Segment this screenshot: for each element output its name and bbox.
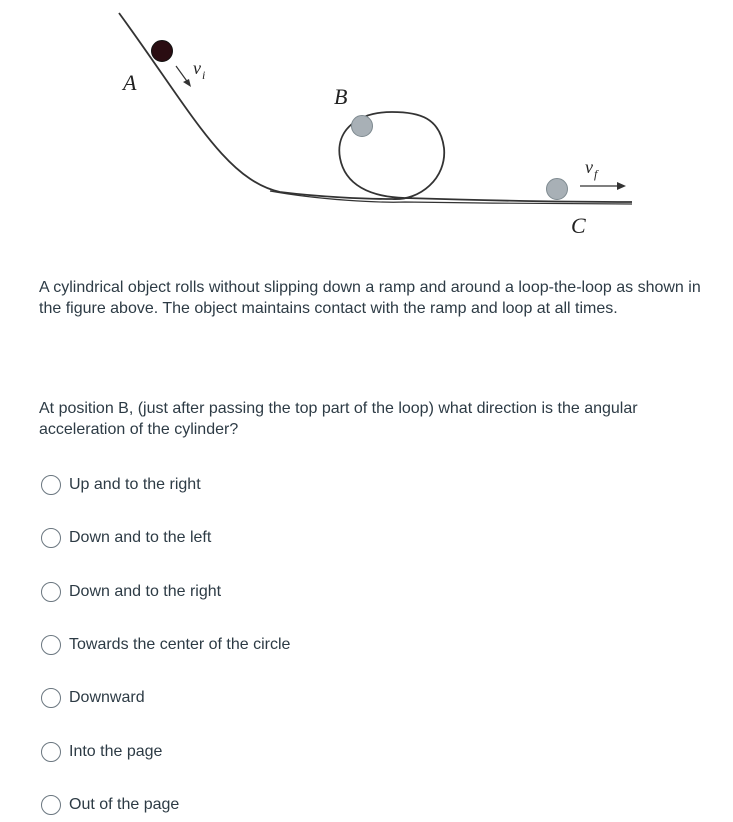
radio-button[interactable] [41, 795, 61, 815]
option-label: Down and to the right [69, 583, 222, 600]
ball-at-a [152, 41, 173, 62]
option-label: Down and to the left [69, 529, 212, 546]
option-label: Downward [69, 689, 145, 706]
option-downward[interactable] [41, 686, 145, 710]
radio-button[interactable] [41, 528, 61, 548]
ball-at-c [547, 179, 568, 200]
ball-at-b [352, 116, 373, 137]
option-label: Up and to the right [69, 476, 201, 493]
option-out-of-page[interactable] [41, 793, 179, 817]
option-up-right[interactable] [41, 473, 201, 497]
radio-button[interactable] [41, 635, 61, 655]
option-into-page[interactable] [41, 740, 162, 764]
option-towards-center[interactable] [41, 633, 290, 657]
loop-the-loop-figure [0, 0, 733, 250]
question-text: At position B, (just after passing the top part of the loop) what direction is the angular acceleration of the cylinder? [39, 400, 638, 438]
problem-description: A cylindrical object rolls without slipping down a ramp and around a loop-the-loop as shown in the figure above. The object maintains contact with the ramp and loop at all times. [39, 279, 701, 317]
option-label: Towards the center of the circle [69, 636, 291, 653]
label-vf: $v_f$ [585, 157, 598, 181]
label-b: B [334, 84, 348, 109]
label-vi: $v_i$ [193, 58, 206, 82]
option-down-right[interactable] [41, 580, 221, 604]
track-ramp-loop [119, 13, 632, 202]
label-c: C [571, 213, 586, 238]
vf-arrow-head [617, 182, 626, 190]
option-label: Out of the page [69, 796, 180, 813]
option-label: Into the page [69, 743, 163, 760]
radio-button[interactable] [41, 475, 61, 495]
radio-button[interactable] [41, 688, 61, 708]
label-a: A [123, 70, 137, 95]
vi-arrow-head [183, 79, 191, 87]
option-down-left[interactable] [41, 526, 211, 550]
radio-button[interactable] [41, 582, 61, 602]
radio-button[interactable] [41, 742, 61, 762]
